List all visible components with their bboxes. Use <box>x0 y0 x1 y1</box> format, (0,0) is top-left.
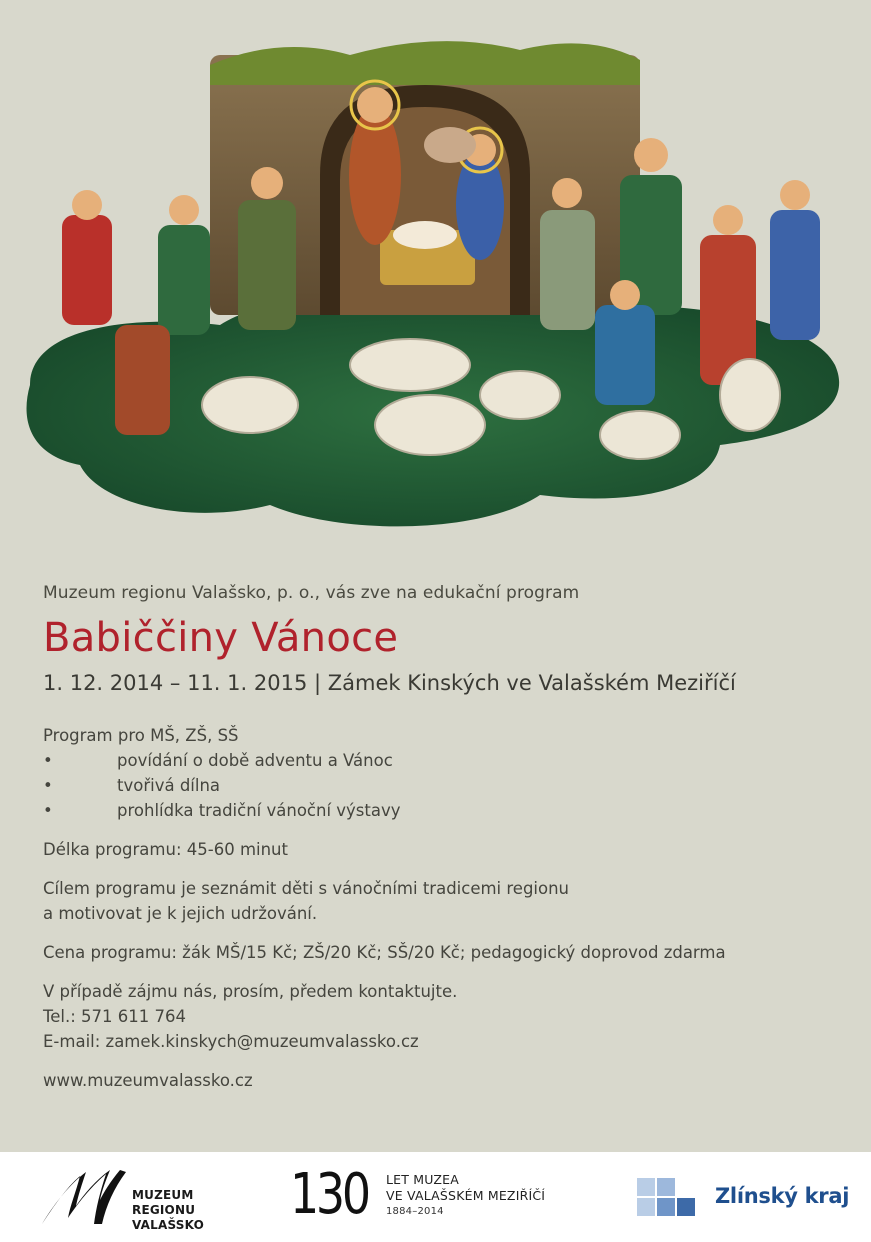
program-item-label: prohlídka tradiční vánoční výstavy <box>117 801 401 820</box>
price-text: Cena programu: žák MŠ/15 Kč; ZŠ/20 Kč; SŠ/20 Kč; pedagogický doprovod zdarma <box>43 943 726 962</box>
goal-line-1: Cílem programu je seznámit děti s vánočními tradicemi regionu <box>43 879 570 898</box>
list-item <box>43 773 843 798</box>
anniversary-years: 1884–2014 <box>386 1206 444 1217</box>
program-item-label: povídání o době adventu a Vánoc <box>117 751 393 770</box>
anniversary-line: VE VALAŠSKÉM MEZIŘÍČÍ <box>386 1188 546 1203</box>
zlinsky-kraj-logo <box>637 1170 852 1226</box>
contact-email[interactable]: E-mail: zamek.kinskych@muzeumvalassko.cz <box>43 1032 419 1051</box>
list-item <box>43 748 843 773</box>
event-dates-location: 1. 12. 2014 – 11. 1. 2015 | Zámek Kinských ve Valašském Meziříčí <box>43 671 736 695</box>
program-item-label: tvořivá dílna <box>117 776 221 795</box>
zlinsky-kraj-squares-icon <box>637 1170 711 1226</box>
contact-phone: Tel.: 571 611 764 <box>43 1007 187 1026</box>
bullet-icon: • <box>43 776 53 795</box>
event-title: Babiččiny Vánoce <box>43 615 399 661</box>
anniversary-logo <box>290 1164 560 1230</box>
goal-line-2: a motivovat je k jejich udržování. <box>43 904 318 923</box>
muzeum-m-icon <box>40 1166 130 1230</box>
program-heading: Program pro MŠ, ZŠ, SŠ <box>43 726 239 745</box>
bullet-icon: • <box>43 751 53 770</box>
contact-block <box>43 979 843 1054</box>
muzeum-logo-text <box>132 1188 204 1233</box>
program-section <box>43 723 843 823</box>
list-item <box>43 798 843 823</box>
text-block <box>43 583 843 1093</box>
nativity-scene-illustration <box>20 25 850 555</box>
zlinsky-kraj-name: Zlínský kraj <box>715 1184 850 1208</box>
website-link[interactable]: www.muzeumvalassko.cz <box>43 1071 253 1090</box>
bullet-icon: • <box>43 801 53 820</box>
footer-logos <box>0 1152 871 1242</box>
anniversary-line: LET MUZEA <box>386 1172 459 1187</box>
anniversary-number: 130 <box>290 1162 368 1227</box>
duration-text: Délka programu: 45-60 minut <box>43 840 288 859</box>
invite-text: Muzeum regionu Valašsko, p. o., vás zve na edukační program <box>43 583 580 603</box>
muzeum-logo-line: REGIONU <box>132 1203 196 1217</box>
goal-text <box>43 876 843 926</box>
program-list <box>43 748 843 823</box>
muzeum-logo <box>40 1166 220 1230</box>
contact-line: V případě zájmu nás, prosím, předem kontaktujte. <box>43 982 458 1001</box>
anniversary-text <box>386 1172 545 1220</box>
muzeum-logo-line: MUZEUM <box>132 1188 194 1202</box>
muzeum-logo-line: VALAŠSKO <box>132 1218 205 1232</box>
